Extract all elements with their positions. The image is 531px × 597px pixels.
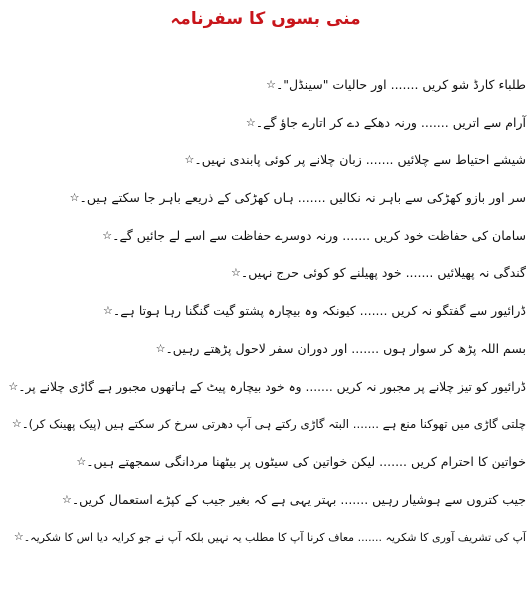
list-item-text: بسم اللہ پڑھ کر سوار ہوں ....... اور دوران سفر لاحول پڑھتے رہیں۔: [165, 340, 526, 356]
list-item-text: ڈرائیور سے گفتگو نہ کریں ....... کیونکہ وہ بیچارہ پشتو گیت گنگنا رہا ہوتا ہے۔: [112, 303, 526, 319]
star-icon: ☆: [8, 379, 19, 393]
star-icon: ☆: [61, 492, 72, 506]
list-item: [0, 187, 531, 225]
list-item-text: گندگی نہ پھیلائیں ....... خود پھیلنے کو کوئی حرج نہیں۔: [240, 265, 526, 281]
list-item-text: شیشے احتیاط سے چلائیں ....... زبان چلانے پر کوئی پابندی نہیں۔: [194, 152, 526, 168]
list-item: [0, 376, 531, 414]
list-item-text: آرام سے اتریں ....... ورنہ دھکے دے کر اتارے جاؤ گے۔: [255, 114, 526, 130]
list-item: [0, 112, 531, 150]
list-item: [0, 413, 531, 451]
list-item-text: ڈرائیور کو تیز چلانے پر مجبور نہ کریں ....... وہ خود بیچارہ پیٹ کے ہاتھوں مجبور ہے گاڑی چلانے پر۔: [18, 379, 526, 394]
list-item-text: طلباء کارڈ شو کریں ....... اور حالیات "سینڈل"۔: [275, 77, 526, 92]
list-item-text: خواتین کا احترام کریں ....... لیکن خواتین کی سیٹوں پر بیٹھنا مردانگی سمجھتے ہیں۔: [86, 453, 526, 469]
list-item: [0, 338, 531, 376]
star-icon: ☆: [231, 266, 241, 280]
list-item: [0, 225, 531, 263]
page-title: منی بسوں کا سفرنامہ: [170, 9, 361, 29]
list-item: [0, 262, 531, 300]
star-icon: ☆: [13, 530, 24, 544]
list-item-text: جیب کتروں سے ہوشیار رہیں ....... بہتر یہی ہے کہ بغیر جیب کے کپڑے استعمال کریں۔: [71, 491, 526, 507]
star-icon: ☆: [266, 78, 276, 91]
star-icon: ☆: [11, 417, 22, 431]
list-item-text: آپ کی تشریف آوری کا شکریہ ....... معاف کرنا آپ کا مطلب یہ نہیں بلکہ آپ نے جو کرایہ دیا اس کا شکریہ۔: [23, 531, 526, 545]
rules-list: [0, 74, 531, 564]
star-icon: ☆: [103, 304, 113, 318]
star-icon: ☆: [102, 228, 113, 242]
list-item: [0, 451, 531, 489]
star-icon: ☆: [76, 454, 87, 468]
list-item: [0, 489, 531, 527]
star-icon: ☆: [69, 191, 80, 205]
list-item: [0, 300, 531, 338]
list-item: [0, 526, 531, 564]
star-icon: ☆: [155, 341, 166, 355]
list-item-text: سر اور بازو کھڑکی سے باہر نہ نکالیں ....... ہاں کھڑکی کے ذریعے باہر جا سکتے ہیں۔: [79, 190, 526, 206]
star-icon: ☆: [184, 153, 195, 167]
star-icon: ☆: [245, 115, 256, 129]
list-item-text: چلتی گاڑی میں تھوکنا منع ہے ....... البتہ گاڑی رکتے ہی آپ دھرتی سرخ کر سکتے ہیں (پیک پھینک کر)۔: [21, 417, 526, 432]
list-item: [0, 149, 531, 187]
list-item: [0, 74, 531, 112]
list-item-text: سامان کی حفاظت خود کریں ....... ورنہ دوسرے حفاظت سے اسے لے جائیں گے۔: [112, 227, 526, 243]
